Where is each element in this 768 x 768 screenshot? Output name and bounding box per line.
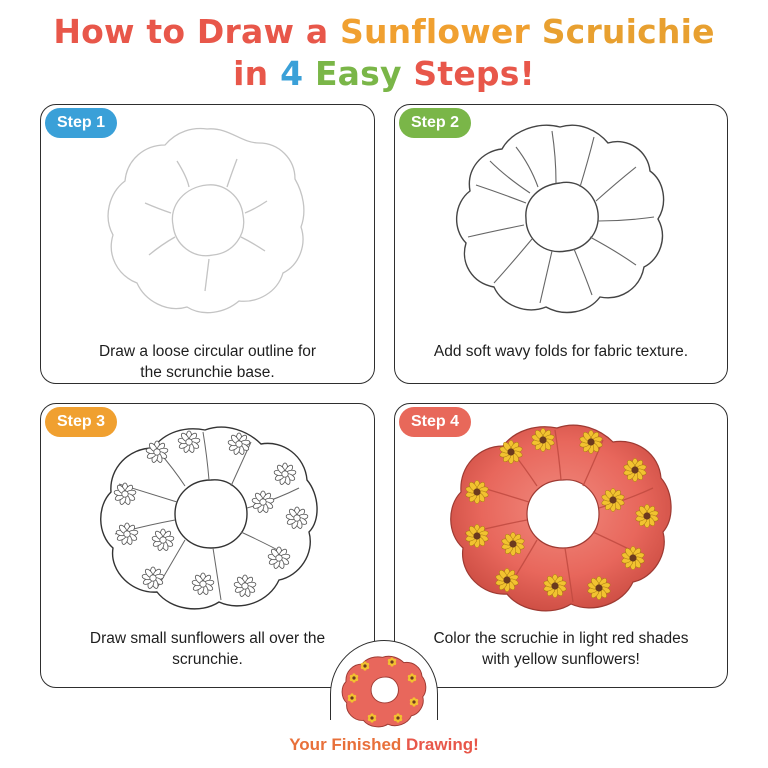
- step-3-card: [40, 403, 375, 688]
- step-4-text-line-2: with yellow sunflowers!: [482, 651, 640, 668]
- step-1-outline-illustration: [41, 105, 376, 335]
- title-part-scruichie: Scruichie: [541, 12, 715, 51]
- step-2-badge: Step 2: [399, 108, 471, 138]
- title-part-4: 4: [280, 54, 315, 93]
- step-3-description: [41, 628, 374, 670]
- step-1-text-line-1: Draw a loose circular outline for: [98, 343, 317, 360]
- finished-drawing-label: [0, 735, 768, 755]
- step-4-description: [395, 628, 727, 670]
- step-1-badge: Step 1: [45, 108, 117, 138]
- step-3-badge: Step 3: [45, 407, 117, 437]
- step-4-badge: Step 4: [399, 407, 471, 437]
- finished-label-part-2: Drawing!: [406, 735, 479, 754]
- finished-label-part-1: Your Finished: [289, 735, 407, 754]
- step-1-text-line-2: the scrunchie base.: [140, 364, 275, 381]
- title-part-sunflower: Sunflower: [339, 12, 542, 51]
- step-2-card: [394, 104, 728, 384]
- step-1-description: [41, 341, 374, 383]
- step-4-card: [394, 403, 728, 688]
- step-2-folds-illustration: [395, 105, 729, 335]
- title-part-in: in: [233, 54, 281, 93]
- title-part-steps: Steps!: [413, 54, 535, 93]
- title-part-how-to-draw: How to Draw a: [53, 12, 340, 51]
- finished-scrunchie-image: [338, 646, 430, 730]
- step-3-text-line-2: scrunchie.: [172, 651, 243, 668]
- step-2-description: [395, 341, 727, 362]
- step-3-sunflowers-illustration: [41, 404, 376, 629]
- step-3-text-line-1: Draw small sunflowers all over the: [89, 630, 326, 647]
- page-title-line-2: [0, 54, 768, 93]
- step-2-text-line-1: Add soft wavy folds for fabric texture.: [433, 343, 689, 360]
- step-1-card: [40, 104, 375, 384]
- step-4-colored-illustration: [395, 404, 729, 629]
- title-part-easy: Easy: [314, 54, 414, 93]
- page-title-line-1: [0, 12, 768, 51]
- step-4-text-line-1: Color the scruchie in light red shades: [433, 630, 689, 647]
